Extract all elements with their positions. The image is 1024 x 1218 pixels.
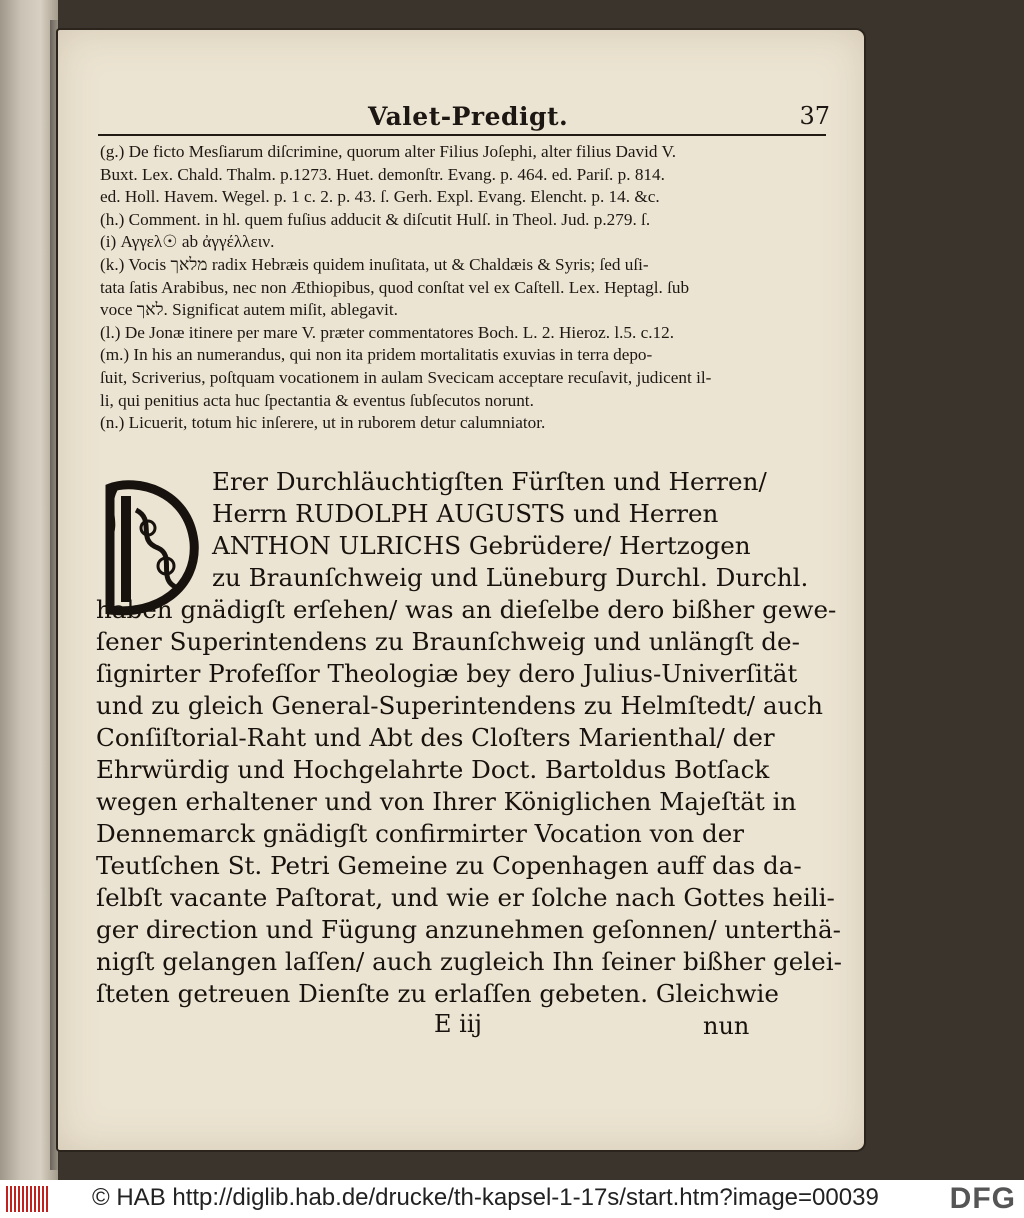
- text-line: Erer Durchläuchtigſten Fürſten und Herren/: [212, 467, 767, 496]
- text-line: Conſiſtorial-Raht und Abt des Cloſters Marienthal/ der: [96, 723, 775, 752]
- footer-bar: [0, 1180, 1024, 1218]
- dfg-logo: DFG: [949, 1182, 1016, 1215]
- running-head: Valet-Predigt.: [368, 102, 569, 131]
- text-line: Dennemarck gnädigſt confirmirter Vocation von der: [96, 819, 745, 848]
- footnotes-block: [100, 141, 830, 435]
- note-line: li, qui penitius acta huc ſpectantia & eventus ſubſecutos norunt.: [100, 390, 534, 410]
- note-line: voce לאך. Significat autem miſit, ablegavit.: [100, 300, 398, 320]
- text-line: zu Braunſchweig und Lüneburg Durchl. Durchl.: [212, 563, 809, 592]
- note-line: (m.) In his an numerandus, qui non ita pridem mortalitatis exuvias in terra depo-: [100, 345, 653, 365]
- note-line: (k.) Vocis מלאך radix Hebræis quidem inuſitata, ut & Chaldæis & Syris; ſed uſi-: [100, 254, 649, 274]
- text-line: ger direction und Fügung anzunehmen geſonnen/ unterthä-: [96, 915, 841, 944]
- text-line: Teutſchen St. Petri Gemeine zu Copenhagen auff das da-: [96, 851, 802, 880]
- note-line: (l.) De Jonæ itinere per mare V. præter commentatores Boch. L. 2. Hieroz. l.5. c.12.: [100, 322, 675, 342]
- text-line: Herrn RUDOLPH AUGUSTS und Herren: [212, 499, 719, 528]
- text-line: ſelbſt vacante Paſtorat, und wie er ſolche nach Gottes heili-: [96, 883, 835, 912]
- note-line: (n.) Licuerit, totum hic inſerere, ut in ruborem detur calumniator.: [100, 413, 546, 433]
- note-line: (g.) De ficto Mesſiarum diſcrimine, quorum alter Filius Joſephi, alter filius David V.: [100, 142, 676, 161]
- note-line: tata ſatis Arabibus, nec non Æthiopibus, quod conſtat vel ex Caſtell. Lex. Heptagl. ſub: [100, 277, 690, 297]
- signature-mark: E iij: [434, 1010, 482, 1038]
- hab-logo-icon: [6, 1186, 48, 1212]
- note-line: (h.) Comment. in hl. quem fuſius adducit & diſcutit Hulſ. in Theol. Jud. p.279. ſ.: [100, 209, 651, 229]
- text-line: ſignirter Profeſſor Theologiæ bey dero Julius-Univerſität: [96, 659, 798, 688]
- note-line: ſuit, Scriverius, poſtquam vocationem in aulam Svecicam acceptare recuſavit, judicent il-: [100, 367, 712, 387]
- page-number: 37: [799, 102, 830, 130]
- text-line: nigſt gelangen laſſen/ auch zugleich Ihn ſeiner bißher gelei-: [96, 947, 842, 976]
- copyright-credit: © HAB http://diglib.hab.de/drucke/th-kapsel-1-17s/start.htm?image=00039: [92, 1184, 879, 1211]
- header-rule: [98, 134, 826, 136]
- main-text: [96, 466, 842, 1010]
- text-line: und zu gleich General-Superintendens zu Helmſtedt/ auch: [96, 691, 823, 720]
- text-line: ANTHON ULRICHS Gebrüdere/ Hertzogen: [212, 531, 751, 560]
- text-line: ſener Superintendens zu Braunſchweig und unlängſt de-: [96, 627, 800, 656]
- catchword: nun: [703, 1012, 750, 1040]
- text-line: Ehrwürdig und Hochgelahrte Doct. Bartoldus Botſack: [96, 755, 770, 784]
- note-line: ed. Holl. Havem. Wegel. p. 1 c. 2. p. 43. ſ. Gerh. Expl. Evang. Elencht. p. 14. &c.: [100, 187, 660, 207]
- text-line: ſteten getreuen Dienſte zu erlaſſen gebeten. Gleichwie: [96, 979, 779, 1008]
- text-line: wegen erhaltener und von Ihrer Königlichen Majeſtät in: [96, 787, 797, 816]
- page-header: [310, 100, 830, 134]
- note-line: (i) Αγγελ☉ ab ἀγγέλλειν.: [100, 232, 275, 252]
- text-line: haben gnädigſt erſehen/ was an dieſelbe dero bißher gewe-: [96, 595, 837, 624]
- note-line: Buxt. Lex. Chald. Thalm. p.1273. Huet. demonſtr. Evang. p. 464. ed. Pariſ. p. 814.: [100, 164, 665, 184]
